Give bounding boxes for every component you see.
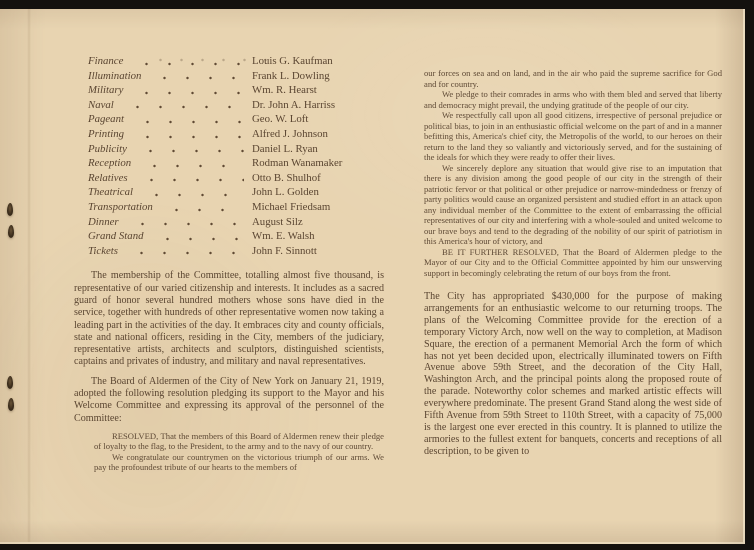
committee-member-name: Dr. John A. Harriss [252,98,336,111]
committee-row [88,112,388,127]
binding-stitch [7,376,13,389]
leader-dots [134,120,244,124]
leader-dots [133,91,244,95]
committee-role: Naval [88,98,114,111]
resolution-paragraph-1: RESOLVED, That the members of this Board of Aldermen renew their pledge of loyalty to the flag, to the President, to the army and to the navy of our country. [94,430,384,452]
leader-dots [129,222,244,226]
leader-dots [163,208,244,212]
committee-row [88,171,388,186]
committee-role: Dinner [88,215,119,228]
committee-row [88,83,388,98]
resolution-continuation-1: our forces on sea and on land, and in the air who paid the supreme sacrifice for God and for country. [424,68,722,89]
committee-member-name: Daniel L. Ryan [252,142,318,155]
committee-row [88,215,388,230]
resolution-block [94,431,384,473]
committee-role: Tickets [88,244,118,257]
committee-row [88,200,388,215]
leader-dots [124,105,244,109]
committee-row [88,185,388,200]
committee-row [88,244,388,259]
committee-role: Reception [88,157,132,170]
membership-paragraph: The membership of the Committee, totalling almost five thousand, is representative of our varied citizenship and interests. It includes as a sacred guard of honor several hundred mothers whose sons have died in the service, together with hundreds of other representative women now taking a leading part in the activities of the day. It embraces city and county officials, state and national officers, residing in the City, members of the judiciary, representative artists, architects and sculptors, distinguished scientists, captains and privates of industry, and military and naval representatives. [74,270,384,368]
committee-role: Transportation [88,200,153,213]
committee-row [88,54,388,69]
binding-stitch [7,203,13,216]
committee-member-name: Geo. W. Loft [252,113,309,126]
committee-member-name: Wm. R. Hearst [252,84,317,97]
committee-row [88,142,388,157]
committee-role: Illumination [88,69,142,82]
committee-member-name: Wm. E. Walsh [252,230,315,243]
right-column [424,68,722,458]
aldermen-paragraph: The Board of Aldermen of the City of New York on January 21, 1919, adopted the following resolution pledging its support to the Mayor and his Welcome Committee and expressing its approval of the personnel of the Committee: [74,375,384,424]
committee-role: Military [88,84,124,97]
committee-role: Grand Stand [88,230,144,243]
committee-list [88,54,388,258]
committee-member-name: John L. Golden [252,186,319,199]
city-appropriation-paragraph: The City has appropriated $430,000 for the purpose of making arrangements for an enthusiastic welcome to our returning troops. The plans of the Welcoming Committee provide for the erection of a temporary Victory Arch, now well on the way to completion, at Madison Square, the erection of a permanent Memorial Arch the form of which has not yet been decided upon, electrically illuminated towers on Fifth Avenue above 59th Street, and the decoration of the City Hall, Washington Arch, and the principal points along the proposed route of the parade. Noteworthy color schemes and marked artistic effects will everywhere predominate. The present Grand Stand along the west side of Fifth Avenue from 59th Street to 110th Street, with a capacity of 75,000 is the largest one ever erected in this country. It is planned to utilize the armories to the fullest extent for banquets, concerts and receptions of all description, to be given to [424,291,722,457]
committee-member-name: Otto B. Shulhof [252,171,321,184]
committee-member-name: August Silz [252,215,303,228]
committee-row [88,98,388,113]
resolution-continuation-3: We respectfully call upon all good citizens, irrespective of personal prejudice or political bias, to join in an enthusiastic official welcome on the part of and in a manner befitting this, America's chief city, the Metropolis of the world, to our heroes on their return to the land they so valiantly and victoriously served, and for the sustaining of the ideals for which they were ready to offer their lives. [424,110,722,162]
committee-row [88,156,388,171]
committee-row [88,229,388,244]
committee-member-name: Louis G. Kaufman [252,55,333,67]
leader-dots [141,164,244,168]
leader-dots [151,76,244,80]
committee-role: Theatrical [88,186,133,199]
resolution-paragraph-2: We congratulate our countrymen on the victorious triumph of our arms. We pay the profoundest tribute of our hearts to the members of [94,451,384,473]
leader-dots [133,62,244,66]
leader-dots [128,251,244,255]
committee-role: Pageant [88,113,124,126]
leader-dots [138,178,244,182]
committee-role: Relatives [88,171,128,184]
binding-stitch [8,398,14,411]
committee-role: Publicity [88,142,127,155]
leader-dots [137,149,244,153]
committee-member-name: Michael Friedsam [252,200,331,213]
committee-member-name: Frank L. Dowling [252,69,330,82]
binding-stitch [8,225,14,238]
committee-member-name: Alfred J. Johnson [252,127,328,140]
committee-row [88,69,388,84]
leader-dots [143,193,244,197]
committee-role: Finance [88,55,124,67]
page [0,9,745,544]
left-column [74,54,384,473]
resolution-continuation-2: We pledge to their comrades in arms who with them bled and served that liberty and democracy might prevail, the undying gratitude of the people of our city. [424,89,722,110]
committee-row [88,127,388,142]
committee-member-name: John F. Sinnott [252,244,317,257]
resolution-continuation-5: BE IT FURTHER RESOLVED, That the Board of Aldermen pledge to the Mayor of our City and to the Official Committee appointed by him our unswerving support in becomingly celebrating the return of our boys from the front. [424,246,722,278]
committee-role: Printing [88,127,124,140]
committee-member-name: Rodman Wanamaker [252,157,343,170]
resolution-continuation-4: We sincerely deplore any situation that would give rise to an imputation that there is any division among the good people of our city in the strength of their patriotic fervor or that political or other prejudice or narrow-mindedness or frenzy of party politics would cause an organized persistent and studied effort in an attack upon any individual member of the Committee to the extent of embarrassing the official representatives of our city and interfering with a whole-souled and united welcome to our brave boys and tend to the degrading of the nobility of our spirit of patriotism in this America's hour of victory, and [424,162,722,246]
leader-dots [154,237,245,241]
leader-dots [134,135,244,139]
